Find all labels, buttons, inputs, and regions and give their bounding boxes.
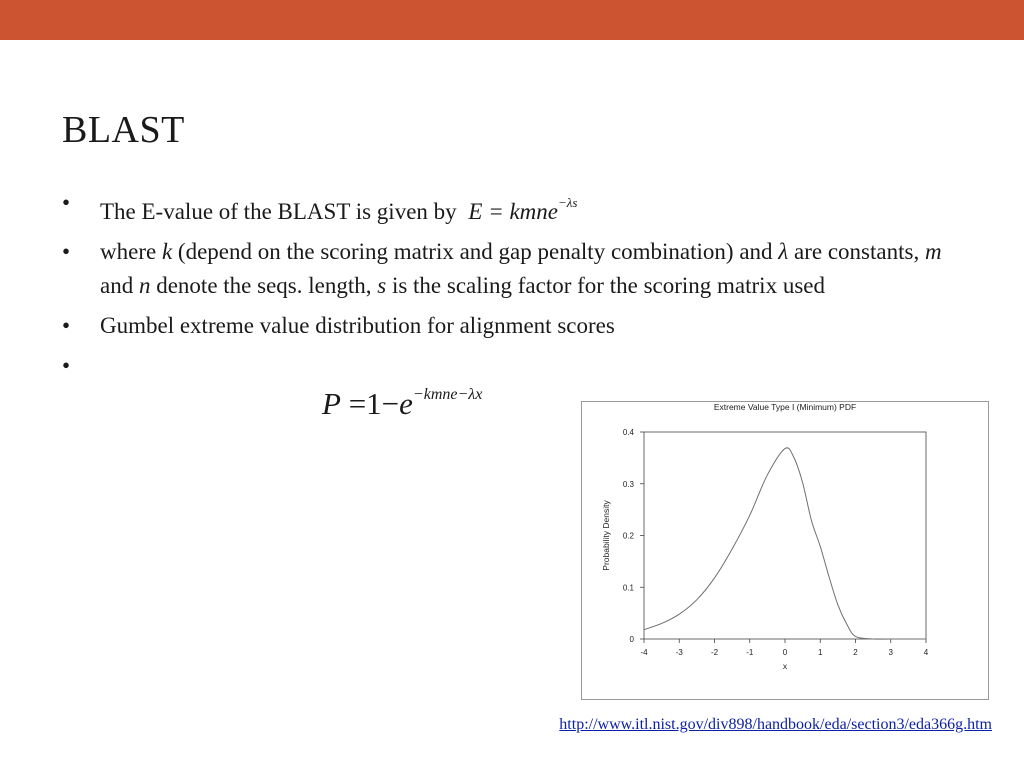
bullet-gumbel-text: Gumbel extreme value distribution for alignment scores bbox=[100, 313, 615, 338]
symbol-lambda: λ bbox=[778, 239, 789, 264]
extreme-value-chart bbox=[581, 401, 989, 700]
x-tick-label: -2 bbox=[710, 648, 719, 657]
constants-rest: is the scaling factor for the scoring matrix used bbox=[391, 273, 825, 298]
x-tick-label: 3 bbox=[888, 648, 893, 657]
plot-frame bbox=[644, 432, 926, 639]
bullet-marker: • bbox=[62, 353, 71, 378]
constants-where: where bbox=[100, 239, 157, 264]
x-tick-label: -1 bbox=[746, 648, 754, 657]
x-tick-label: -3 bbox=[675, 648, 683, 657]
source-link[interactable]: http://www.itl.nist.gov/div898/handbook/eda/section3/eda366g.htm bbox=[559, 716, 992, 733]
y-tick-label: 0 bbox=[629, 635, 634, 644]
slide-title: BLAST bbox=[62, 109, 185, 151]
symbol-n: n bbox=[138, 273, 151, 298]
constants-are: are constants, bbox=[794, 239, 920, 264]
constants-and: and bbox=[100, 273, 134, 298]
evalue-formula-exponent: −λs bbox=[558, 195, 578, 210]
formula-equals: = bbox=[348, 386, 367, 421]
bullet-gumbel bbox=[62, 309, 962, 343]
x-tick-label: 2 bbox=[853, 648, 858, 657]
evalue-formula bbox=[468, 195, 578, 224]
symbol-s: s bbox=[377, 273, 387, 298]
y-tick-label: 0.1 bbox=[622, 583, 634, 593]
y-tick-label: 0.2 bbox=[622, 531, 634, 541]
formula-one: 1 bbox=[366, 386, 382, 421]
y-axis-label: Probability Density bbox=[601, 500, 611, 571]
bullet-evalue bbox=[62, 186, 962, 229]
x-tick-label: 4 bbox=[923, 648, 929, 657]
constants-mid: (depend on the scoring matrix and gap penalty combination) and bbox=[177, 239, 773, 264]
formula-exponent: −kmne−λx bbox=[412, 386, 483, 403]
formula-minus: − bbox=[381, 386, 400, 421]
y-tick-label: 0.3 bbox=[622, 479, 634, 489]
evalue-formula-base: E = kmne bbox=[468, 199, 559, 224]
y-tick-label: 0.4 bbox=[622, 428, 634, 437]
bullet-list bbox=[62, 186, 962, 378]
x-tick-label: 0 bbox=[782, 648, 788, 657]
gumbel-cdf-formula bbox=[322, 386, 482, 422]
constants-denote: denote the seqs. length, bbox=[156, 273, 372, 298]
bullet-evalue-text: The E-value of the BLAST is given by bbox=[100, 199, 457, 224]
x-tick-label: 1 bbox=[818, 648, 823, 657]
formula-p: P bbox=[322, 386, 341, 421]
chart-svg bbox=[582, 402, 988, 699]
bullet-constants bbox=[62, 235, 962, 303]
bullet-marker: • bbox=[62, 313, 71, 338]
bullet-marker: • bbox=[62, 190, 71, 215]
pdf-curve bbox=[644, 448, 926, 639]
bullet-marker: • bbox=[62, 239, 71, 264]
symbol-k: k bbox=[161, 239, 173, 264]
top-accent-bar bbox=[0, 0, 1024, 40]
x-tick-label: -4 bbox=[640, 648, 648, 657]
symbol-m: m bbox=[924, 239, 942, 264]
formula-e: e bbox=[399, 386, 413, 421]
chart-title: Extreme Value Type I (Minimum) PDF bbox=[713, 402, 857, 412]
x-axis-label: x bbox=[782, 661, 788, 671]
